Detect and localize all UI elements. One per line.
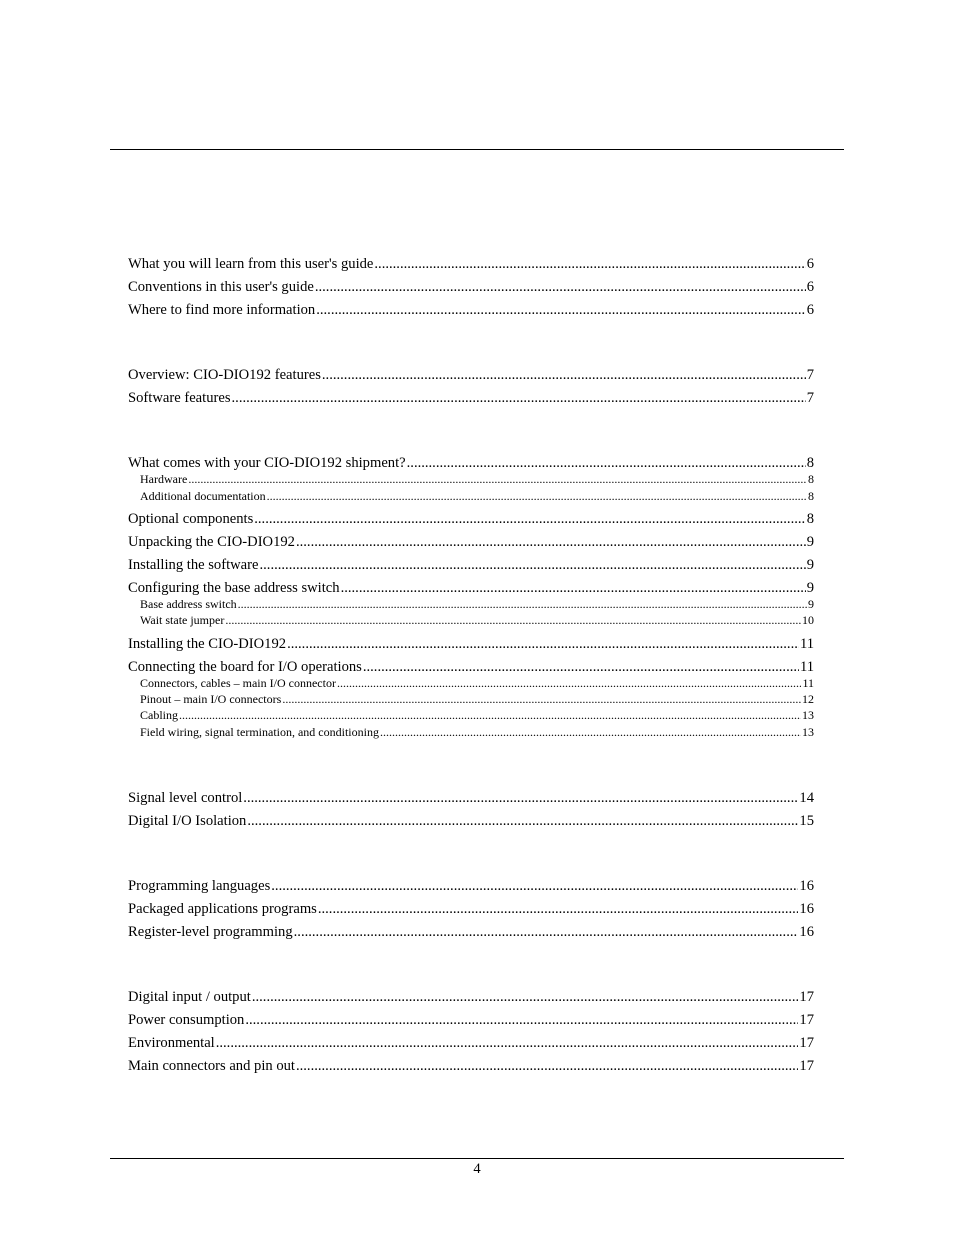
dot-leader [315, 279, 806, 296]
toc-entry[interactable] [128, 901, 814, 918]
toc-entry[interactable] [128, 511, 814, 528]
toc-entry-page: 7 [806, 367, 814, 383]
toc-entry-page: 9 [806, 580, 814, 596]
toc-entry-page: 6 [806, 302, 814, 318]
toc-entry-title: Connectors, cables – main I/O connector [140, 676, 336, 690]
toc-entry-title: Wait state jumper [140, 613, 225, 627]
toc-entry-title: Main connectors and pin out [128, 1058, 295, 1074]
toc-subentry[interactable] [140, 692, 814, 707]
toc-entry-page: 9 [808, 597, 814, 611]
toc-entry-page: 15 [799, 813, 814, 829]
toc-entry-title: Hardware [140, 472, 188, 486]
toc-entry-page: 10 [802, 613, 814, 627]
toc-entry-page: 16 [799, 924, 814, 940]
toc-entry-title: Overview: CIO-DIO192 features [128, 367, 321, 383]
toc-entry-title: Pinout – main I/O connectors [140, 692, 282, 706]
dot-leader [296, 1058, 798, 1075]
toc-entry[interactable] [128, 1035, 814, 1052]
toc-subentry[interactable] [140, 597, 814, 612]
toc-entry-title: Base address switch [140, 597, 237, 611]
dot-leader [380, 725, 801, 740]
toc-subentry[interactable] [140, 725, 814, 740]
toc-entry-title: Unpacking the CIO-DIO192 [128, 534, 295, 550]
toc-entry-page: 13 [802, 708, 814, 722]
toc-entry-page: 6 [806, 256, 814, 272]
header-rule [110, 149, 844, 150]
toc-entry-title: Configuring the base address switch [128, 580, 340, 596]
dot-leader [318, 901, 799, 918]
toc-entry[interactable] [128, 455, 814, 472]
toc-entry-page: 9 [806, 534, 814, 550]
toc-entry-page: 11 [799, 659, 814, 675]
dot-leader [238, 597, 807, 612]
toc-entry-page: 14 [799, 790, 814, 806]
toc-entry[interactable] [128, 390, 814, 407]
toc-entry-title: Installing the CIO-DIO192 [128, 636, 287, 652]
toc-entry[interactable] [128, 1058, 814, 1075]
toc-entry-title: Where to find more information [128, 302, 316, 318]
dot-leader [252, 989, 799, 1006]
footer-rule [110, 1158, 844, 1159]
toc-entry-title: Signal level control [128, 790, 243, 806]
toc-entry-page: 12 [802, 692, 814, 706]
toc-entry[interactable] [128, 279, 814, 296]
toc-entry[interactable] [128, 580, 814, 597]
page-number: 4 [473, 1161, 481, 1177]
toc-entry-title: Optional components [128, 511, 254, 527]
toc-entry-page: 13 [802, 725, 814, 739]
toc-entry[interactable] [128, 367, 814, 384]
dot-leader [294, 924, 799, 941]
toc-entry-page: 17 [799, 989, 814, 1005]
dot-leader [267, 489, 807, 504]
toc-entry[interactable] [128, 534, 814, 551]
toc-entry[interactable] [128, 790, 814, 807]
toc-entry-title: Digital I/O Isolation [128, 813, 247, 829]
dot-leader [296, 534, 806, 551]
toc-entry[interactable] [128, 256, 814, 273]
toc-entry-page: 17 [799, 1012, 814, 1028]
dot-leader [287, 636, 799, 653]
toc-entry[interactable] [128, 659, 814, 676]
dot-leader [225, 613, 801, 628]
toc-entry-page: 16 [799, 878, 814, 894]
toc-entry-title: What you will learn from this user's guide [128, 256, 374, 272]
toc-entry-title: Field wiring, signal termination, and conditioning [140, 725, 379, 739]
toc-entry-title: Environmental [128, 1035, 215, 1051]
dot-leader [188, 472, 807, 487]
toc-entry-title: Installing the software [128, 557, 259, 573]
dot-leader [245, 1012, 798, 1029]
dot-leader [316, 302, 805, 319]
toc-entry[interactable] [128, 813, 814, 830]
dot-leader [271, 878, 798, 895]
toc-entry-title: Connecting the board for I/O operations [128, 659, 362, 675]
toc-entry-title: Cabling [140, 708, 178, 722]
toc-entry[interactable] [128, 924, 814, 941]
toc-entry-page: 7 [806, 390, 814, 406]
toc-subentry[interactable] [140, 489, 814, 504]
toc-entry-page: 8 [806, 511, 814, 527]
toc-entry-title: Power consumption [128, 1012, 245, 1028]
toc-entry-page: 8 [808, 489, 814, 503]
toc-entry-page: 8 [808, 472, 814, 486]
dot-leader [407, 455, 806, 472]
toc-entry-title: Additional documentation [140, 489, 266, 503]
dot-leader [254, 511, 805, 528]
toc-entry[interactable] [128, 989, 814, 1006]
toc-entry-title: Packaged applications programs [128, 901, 317, 917]
toc-entry-title: Conventions in this user's guide [128, 279, 314, 295]
toc-subentry[interactable] [140, 613, 814, 628]
toc-entry-title: What comes with your CIO-DIO192 shipment? [128, 455, 406, 471]
dot-leader [322, 367, 806, 384]
dot-leader [260, 557, 806, 574]
toc-entry-title: Register-level programming [128, 924, 293, 940]
toc-entry[interactable] [128, 878, 814, 895]
toc-subentry[interactable] [140, 676, 814, 691]
toc-entry-page: 6 [806, 279, 814, 295]
dot-leader [282, 692, 801, 707]
toc-entry-page: 16 [799, 901, 814, 917]
toc-entry[interactable] [128, 636, 814, 653]
dot-leader [363, 659, 799, 676]
dot-leader [179, 708, 801, 723]
dot-leader [232, 390, 806, 407]
dot-leader [341, 580, 806, 597]
toc-entry-title: Programming languages [128, 878, 271, 894]
toc-entry-page: 9 [806, 557, 814, 573]
toc-entry[interactable] [128, 1012, 814, 1029]
toc-entry-page: 8 [806, 455, 814, 471]
toc-entry[interactable] [128, 557, 814, 574]
dot-leader [374, 256, 805, 273]
toc-entry-page: 17 [799, 1058, 814, 1074]
toc-entry-title: Software features [128, 390, 231, 406]
dot-leader [337, 676, 802, 691]
dot-leader [243, 790, 798, 807]
toc-entry[interactable] [128, 302, 814, 319]
toc-entry-page: 11 [799, 636, 814, 652]
toc-entry-page: 17 [799, 1035, 814, 1051]
toc-entry-title: Digital input / output [128, 989, 251, 1005]
dot-leader [247, 813, 798, 830]
dot-leader [216, 1035, 799, 1052]
toc-subentry[interactable] [140, 472, 814, 487]
toc-subentry[interactable] [140, 708, 814, 723]
toc-entry-page: 11 [802, 676, 814, 690]
